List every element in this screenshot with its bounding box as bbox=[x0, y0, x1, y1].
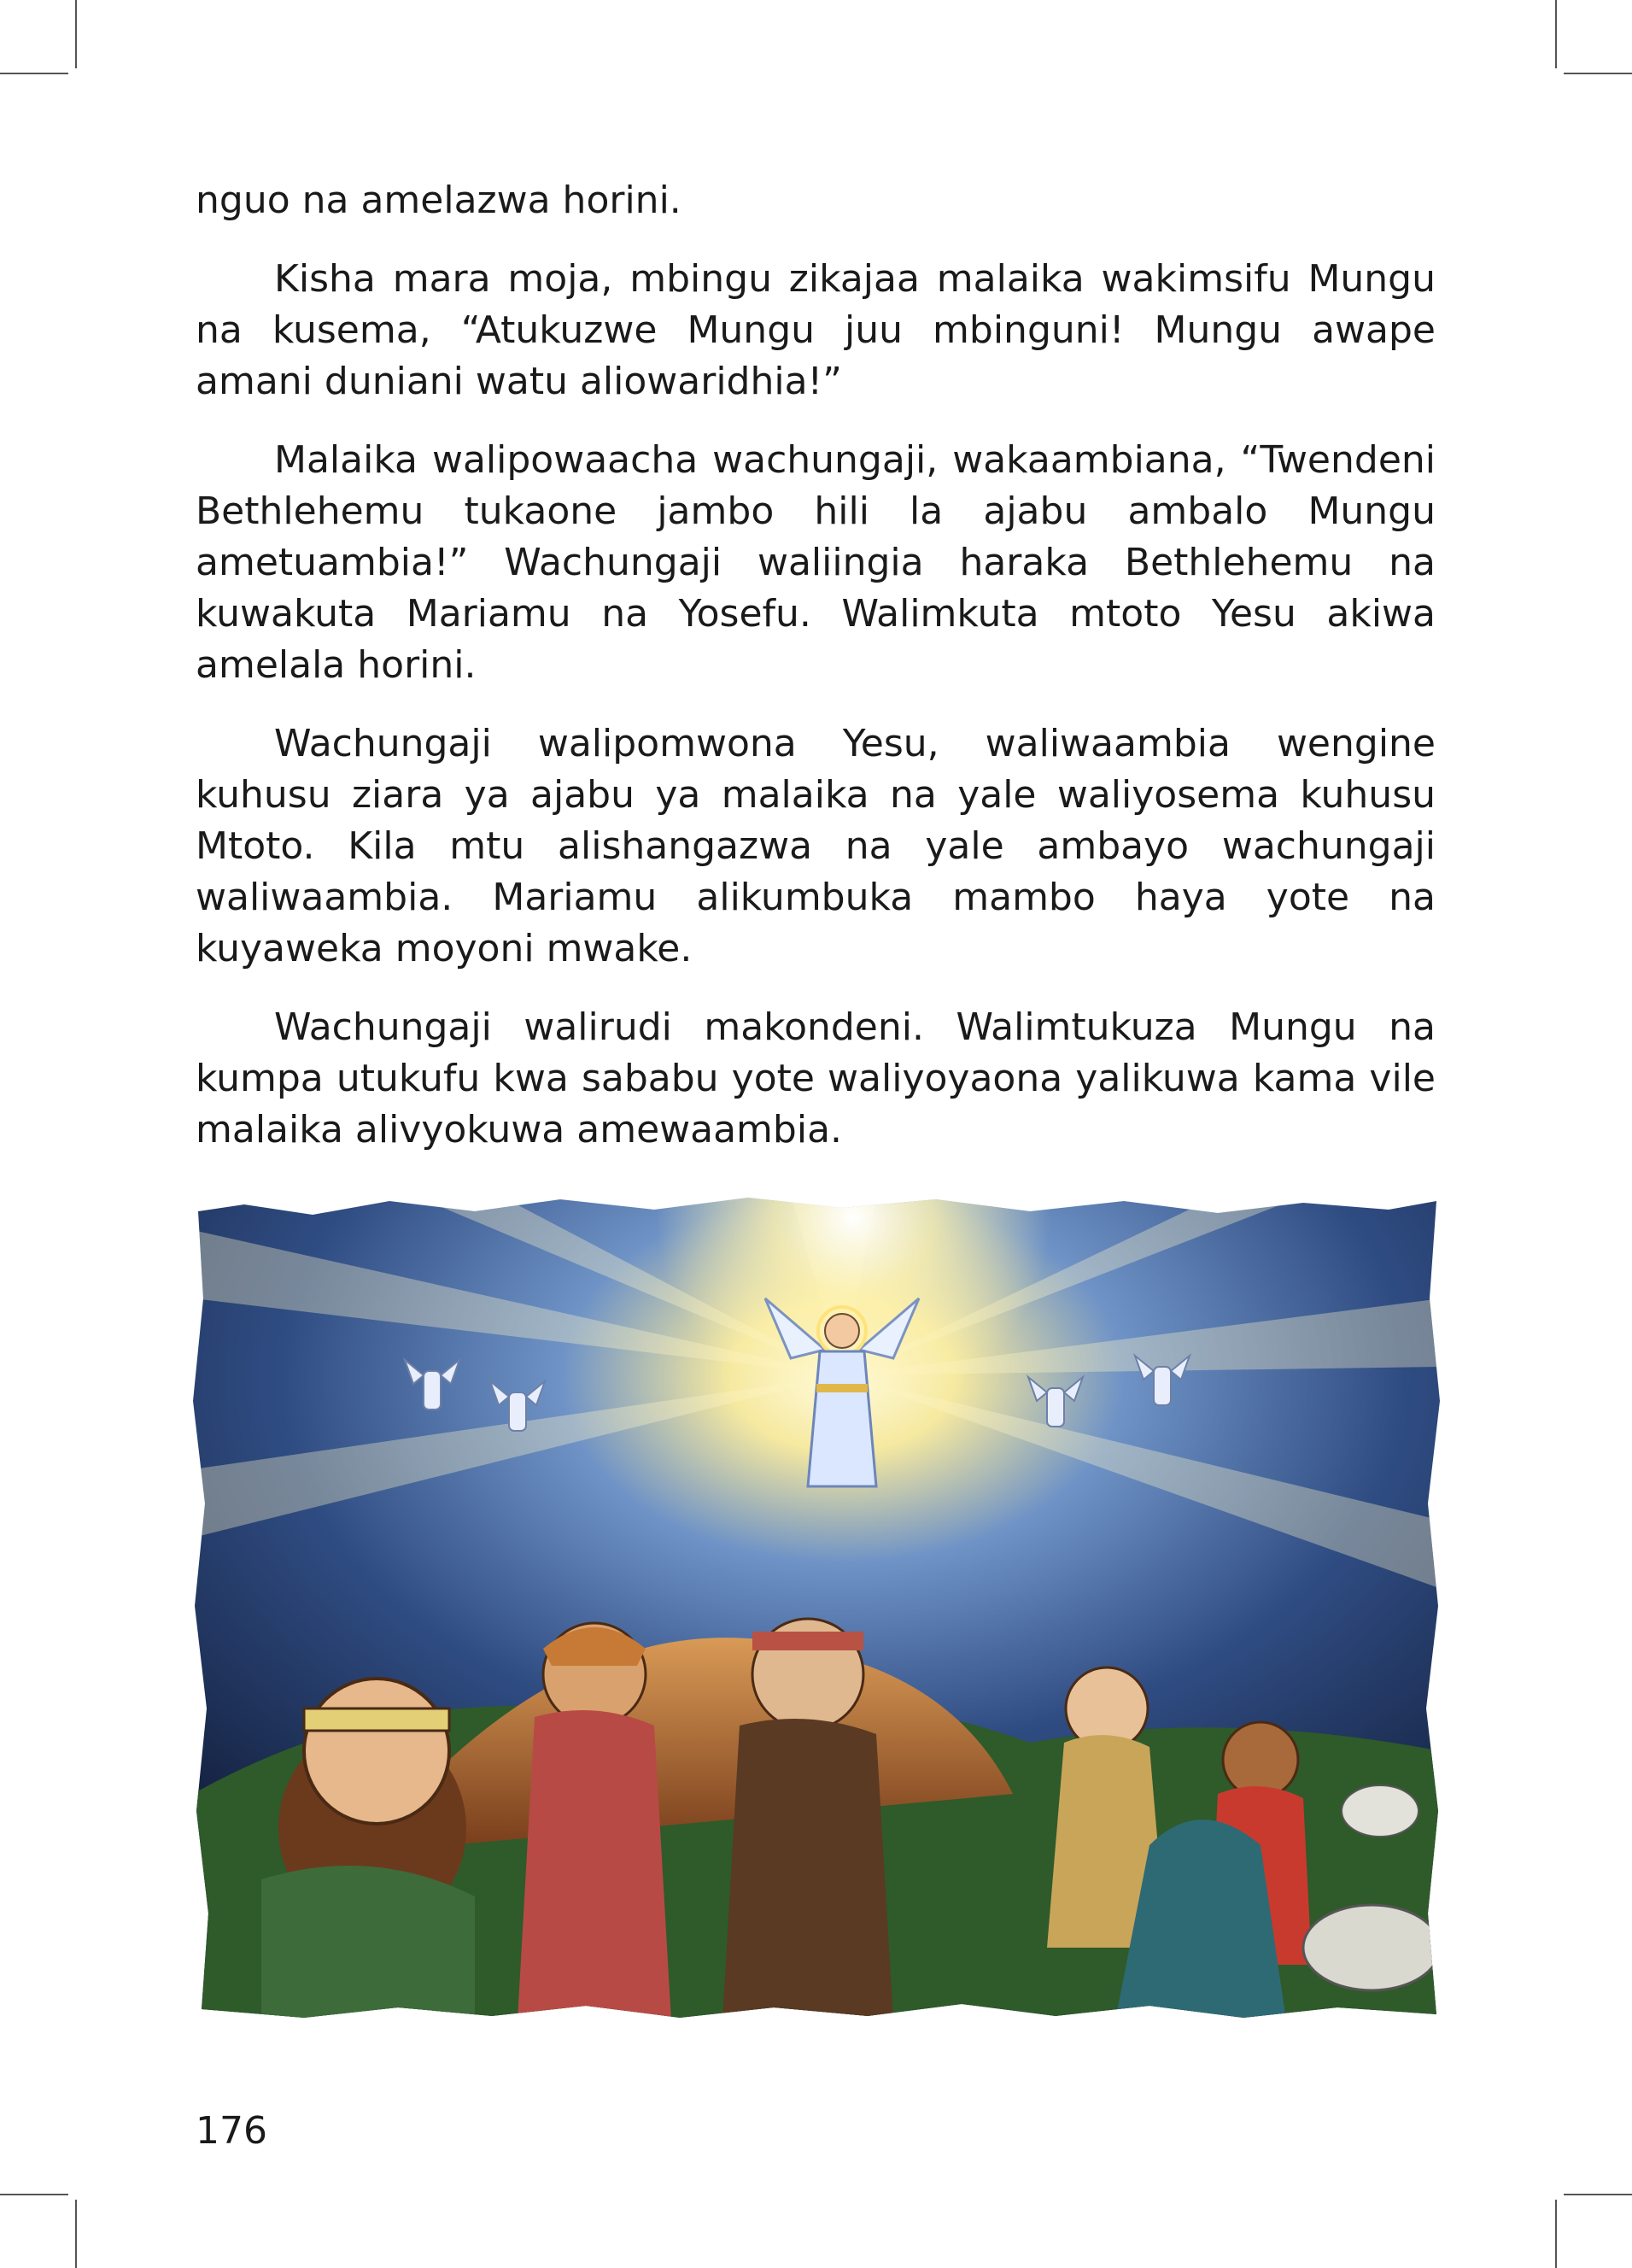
crop-mark bbox=[1555, 0, 1557, 68]
paragraph: nguo na amelazwa horini. bbox=[196, 179, 681, 222]
paragraph: Wachungaji walipomwona Yesu, waliwaambia wengine kuhusu ziara ya ajabu ya malaika na yale waliyosema kuhusu Mtoto. Kila mtu alishangazwa na yale ambayo wachungaji waliwaambia. Mariamu alikumbuka mambo haya yote na kuyaweka moyoni mwake. bbox=[196, 722, 1436, 970]
body-text bbox=[196, 175, 1436, 1183]
crop-mark bbox=[1555, 2200, 1557, 2268]
paragraph: Wachungaji walirudi makondeni. Walimtukuza Mungu na kumpa utukufu kwa sababu yote waliyoyaona yalikuwa kama vile malaika alivyokuwa amewaambia. bbox=[196, 1005, 1436, 1152]
angel-shepherds-illustration bbox=[193, 1196, 1442, 2020]
page-number: 176 bbox=[196, 2109, 267, 2153]
crop-mark bbox=[1564, 2194, 1632, 2195]
crop-mark bbox=[75, 2200, 77, 2268]
crop-mark bbox=[1564, 73, 1632, 74]
crop-mark bbox=[0, 73, 68, 74]
crop-mark bbox=[0, 2194, 68, 2195]
paragraph: Malaika walipowaacha wachungaji, wakaambiana, “Twendeni Bethlehemu tukaone jambo hili la ajabu ambalo Mungu ametuambia!” Wachungaji waliingia haraka Bethlehemu na kuwakuta Mariamu na Yosefu. Walimkuta mtoto Yesu akiwa amelala horini. bbox=[196, 438, 1436, 687]
paragraph: Kisha mara moja, mbingu zikajaa malaika wakimsifu Mungu na kusema, “Atukuzwe Mungu juu mbinguni! Mungu awape amani duniani watu aliowaridhia!” bbox=[196, 257, 1436, 403]
crop-mark bbox=[75, 0, 77, 68]
